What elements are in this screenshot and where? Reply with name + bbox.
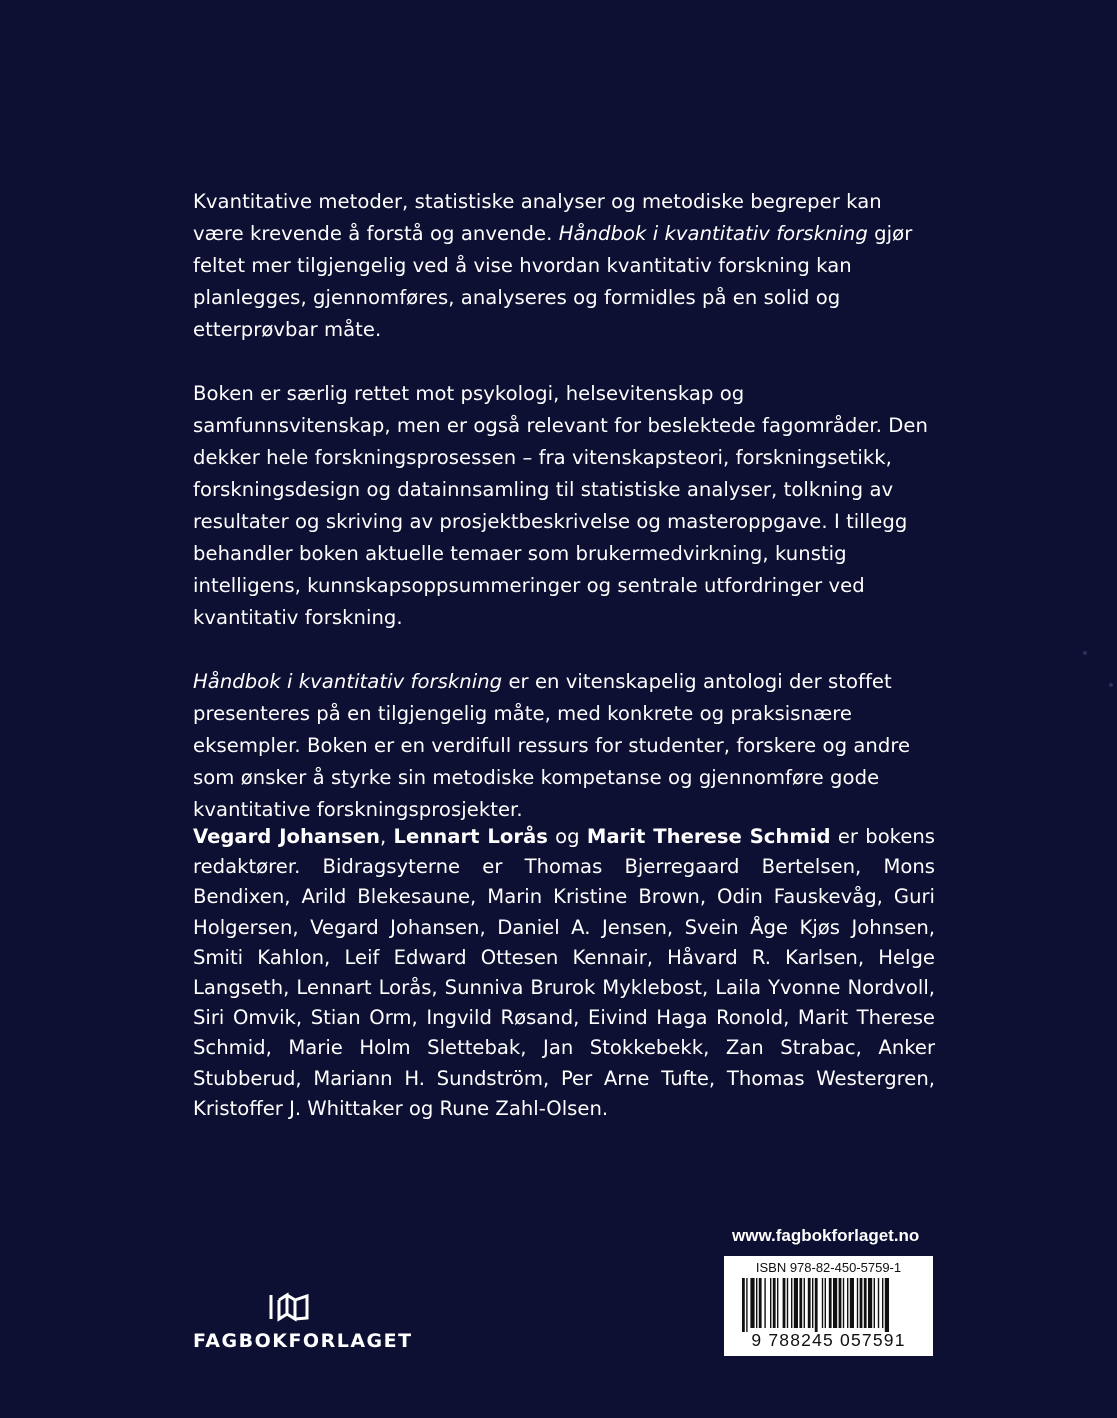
barcode-bar [759, 1278, 762, 1328]
separator: , [380, 825, 394, 848]
barcode-bar [878, 1278, 879, 1328]
contributors-text: er bokens redaktører. Bidragsyterne er Thomas Bjerregaard Bertelsen, Mons Bendixen, Arild Blekesaune, Marin Kristine Brown, Odin Fauskevåg, Guri Holgersen, Vegard Johansen, Daniel A. Jensen, Svein Åge Kjøs Johnsen, Smiti Kahlon, Leif Edward Ottesen Kennair, Håvard R. Karlsen, Helge Langseth, Lennart Lorås, Sunniva Brurok Myklebost, Laila Yvonne Nordvoll, Siri Omvik, Stian Orm, Ingvild Røsand, Eivind Haga Ronold, Marit Therese Schmid, Marie Holm Slettebak, Jan Stokkebekk, Zan Strabac, Anker Stubberud, Mariann H. Sundström, Per Arne Tufte, Thomas Westergren, Kristoffer J. Whittaker og Rune Zahl-Olsen. [193, 825, 936, 1120]
barcode-bar [860, 1278, 863, 1328]
barcode-bar [829, 1278, 832, 1328]
barcode-bar [756, 1278, 757, 1328]
blurb-paragraph-1 [193, 186, 935, 346]
barcode-bar [794, 1278, 798, 1328]
editor-name-1: Vegard Johansen [193, 825, 380, 848]
barcode-bar [812, 1278, 813, 1328]
barcode-bar [804, 1278, 805, 1328]
barcode-bar [857, 1278, 858, 1328]
barcode-bar [783, 1278, 786, 1328]
barcode-bar [815, 1278, 818, 1332]
editor-name-3: Marit Therese Schmid [586, 825, 831, 848]
publisher-logo [193, 1292, 413, 1352]
barcode-bar [770, 1278, 771, 1328]
barcode-bar [839, 1278, 842, 1328]
barcode-bar [808, 1278, 811, 1328]
barcode-bar [799, 1278, 802, 1328]
publisher-name: FAGBOKFORLAGET [193, 1330, 413, 1352]
barcode-bar [764, 1278, 765, 1328]
separator: og [547, 825, 587, 848]
barcode-bar [746, 1278, 747, 1332]
editors-contributors [193, 822, 935, 1124]
barcode-bar [787, 1278, 788, 1328]
barcode-bar [847, 1278, 848, 1328]
blurb-p3-text: er en vitenskapelig antologi der stoffet presenteres på en tilgjengelig måte, med konkrete og praksisnære eksempler. Boken er en verdifull ressurs for studenter, forskere og andre som ønsker å styrke sin metodiske kompetanse og gjennomføre gode kvantitative forskningsprosjekter. [193, 670, 911, 821]
book-title-italic: Håndbok i kvantitativ forskning [558, 222, 868, 245]
barcode-bar [777, 1278, 778, 1328]
blurb [193, 186, 935, 858]
decorative-dot [1109, 683, 1113, 687]
blurb-p1-text-a: Kvantitative metoder, statistiske analyser og metodiske begreper kan være krevende å forstå og anvende. [193, 190, 882, 245]
publisher-url: www.fagbokforlaget.no [732, 1226, 920, 1245]
barcode-bar [843, 1278, 844, 1328]
barcode-bar [742, 1278, 745, 1332]
barcode-bar [874, 1278, 875, 1328]
barcode-bar [864, 1278, 867, 1328]
barcode-bar [822, 1278, 823, 1328]
barcode-box [724, 1256, 933, 1356]
barcode-bar [825, 1278, 826, 1328]
barcode-bar [885, 1278, 889, 1332]
barcode-bar [882, 1278, 883, 1328]
decorative-dot [1083, 651, 1087, 655]
isbn-label: ISBN 978-82-450-5759-1 [755, 1260, 902, 1275]
barcode-bar [750, 1278, 754, 1328]
ean-digits: 9 788245 057591 [751, 1330, 906, 1350]
barcode-bar [868, 1278, 872, 1328]
editor-name-2: Lennart Lorås [393, 825, 548, 848]
blurb-p1-text-b: gjør feltet mer tilgjengelig ved å vise hvordan kvantitativ forskning kan planlegges, gjennomføres, analyseres og formidles på en solid og etterprøvbar måte. [193, 222, 913, 341]
barcode-bar [791, 1278, 792, 1328]
blurb-paragraph-2: Boken er særlig rettet mot psykologi, helsevitenskap og samfunnsvitenskap, men er også relevant for beslektede fagområder. Den dekker hele forskningsprosessen – fra vitenskapsteori, forskningsetikk, forskningsdesign og datainnsamling til statistiske analyser, tolkning av resultater og skriving av prosjektbeskrivelse og masteroppgave. I tillegg behandler boken aktuelle temaer som brukermedvirkning, kunstig intelligens, kunnskapsoppsummeringer og sentrale utfordringer ved kvantitativ forskning. [193, 382, 928, 629]
book-title-italic-2: Håndbok i kvantitativ forskning [193, 670, 503, 693]
barcode-bar [850, 1278, 854, 1328]
barcode-bar [773, 1278, 776, 1328]
barcode-image [724, 1276, 933, 1332]
barcode-bar [833, 1278, 837, 1328]
book-logo-icon [267, 1292, 311, 1322]
blurb-paragraph-3 [193, 666, 935, 826]
